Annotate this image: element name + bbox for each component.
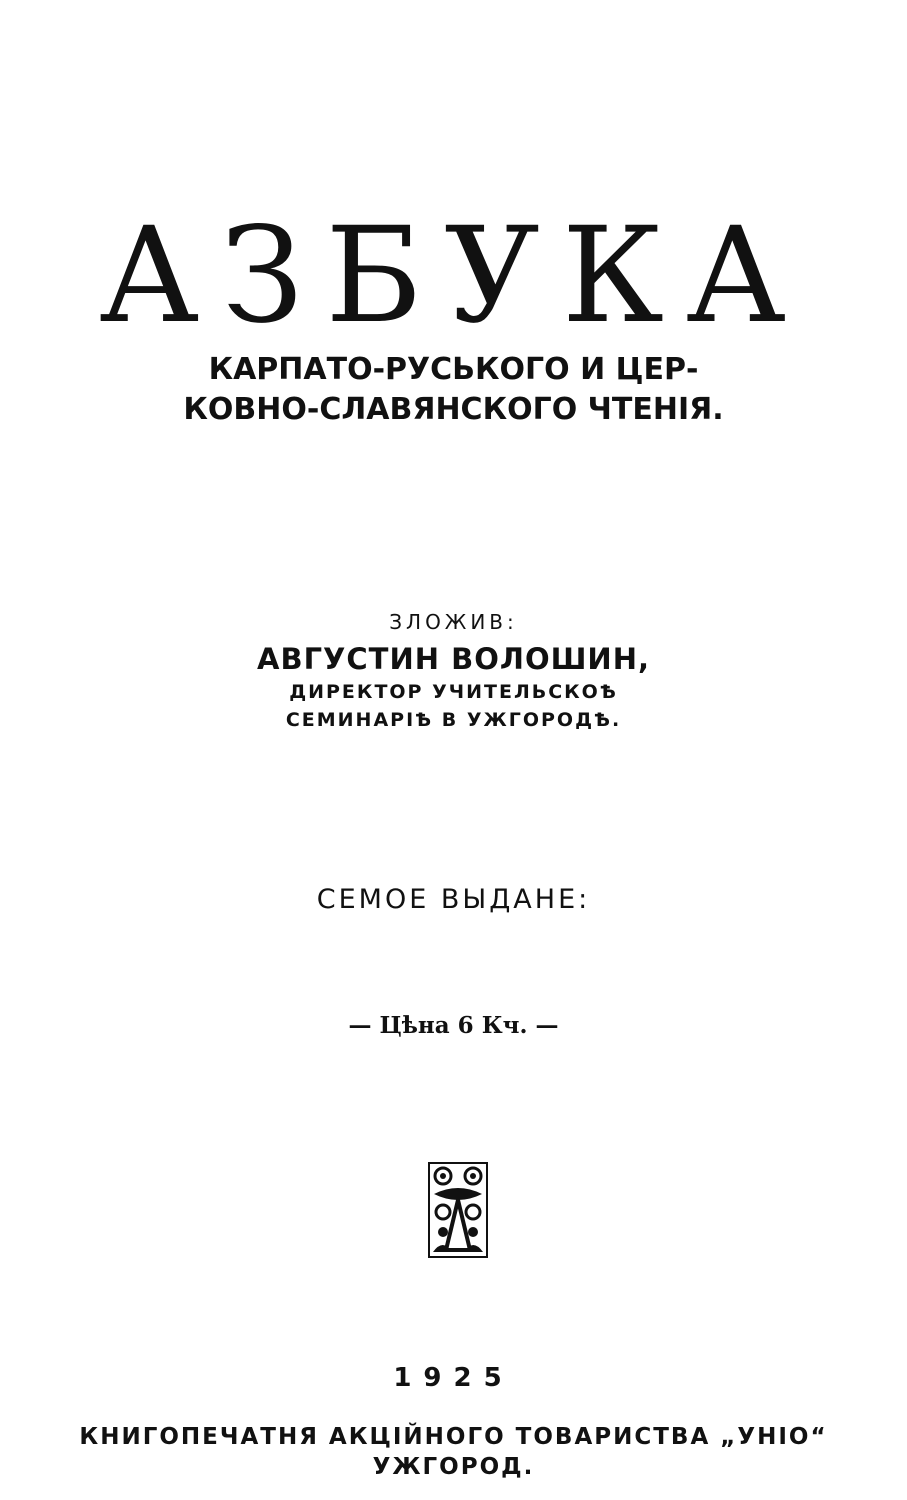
author-position-line-1: ДИРЕКТОР УЧИТЕЛЬСКОѢ xyxy=(289,681,618,703)
compiled-by-label: ЗЛОЖИВ: xyxy=(389,610,518,634)
price-label: — Цѣна 6 Кч. — xyxy=(348,1012,559,1039)
publication-year: 1925 xyxy=(393,1363,514,1393)
subtitle-line-2: КОВНО-СЛАВЯНСКОГО ЧТЕНІЯ. xyxy=(183,392,724,427)
author-position xyxy=(0,678,907,734)
printer-line-1: КНИГОПЕЧАТНЯ АКЦІЙНОГО ТОВАРИСТВА „УНІО“ xyxy=(79,1424,828,1450)
book-subtitle xyxy=(0,350,907,430)
author-position-line-2: СЕМИНАРІѢ В УЖГОРОДѢ. xyxy=(285,709,622,731)
printer-imprint xyxy=(0,1422,907,1482)
printer-line-2: УЖГОРОД. xyxy=(372,1454,535,1480)
book-title: АЗБУКА xyxy=(99,199,808,353)
author-name: АВГУСТИН ВОЛОШИН, xyxy=(257,642,650,676)
edition-label: СЕМОЕ ВЫДАНЕ: xyxy=(316,884,591,915)
subtitle-line-1: КАРПАТО-РУСЬКОГО И ЦЕР- xyxy=(208,352,699,387)
printer-ornament-icon xyxy=(428,1162,488,1258)
